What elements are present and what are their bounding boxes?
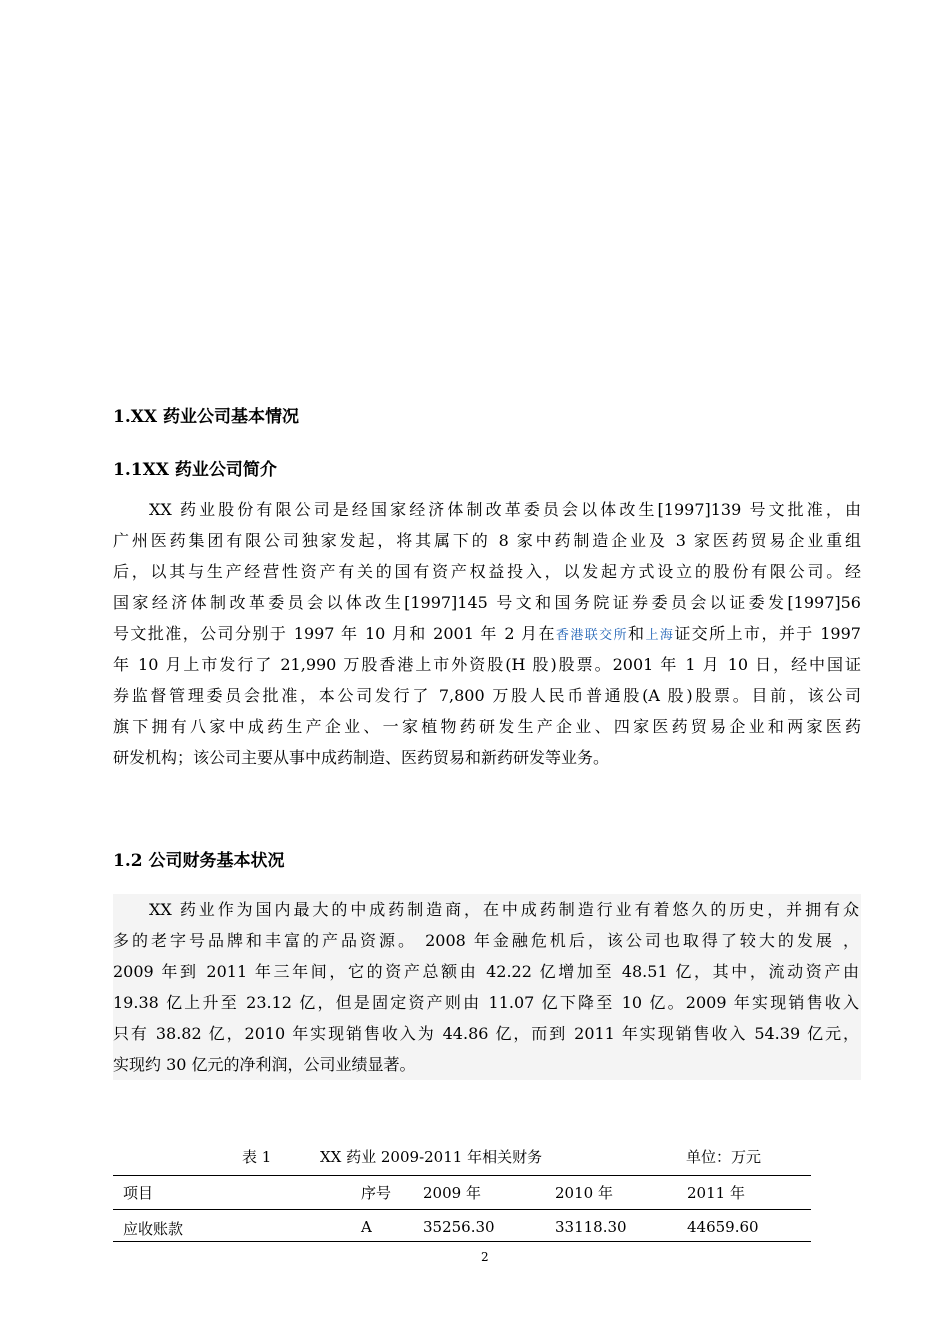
table-cell-index: A xyxy=(361,1218,372,1236)
paragraph-line: 国家经济体制改革委员会以体改生[1997]145 号文和国务院证券委员会以证委发[1997]56 xyxy=(113,593,861,612)
link-shanghai[interactable]: 上海 xyxy=(645,628,675,643)
heading-company-intro: 1.1XX 药业公司简介 xyxy=(113,460,277,480)
text-run: 证交所上市，并于 1997 xyxy=(674,624,861,643)
paragraph-company-intro xyxy=(113,494,861,773)
paragraph-line: 券监督管理委员会批准，本公司发行了 7,800 万股人民币普通股(A 股)股票。目前，该公司 xyxy=(113,686,861,705)
link-hkex[interactable]: 香港联交所 xyxy=(555,628,629,643)
table-rule-top xyxy=(113,1175,811,1176)
heading-company-overview: 1.XX 药业公司基本情况 xyxy=(113,407,300,427)
paragraph-line: 年 10 月上市发行了 21,990 万股香港上市外资股(H 股)股票。2001 年 1 月 10 日，经中国证 xyxy=(113,655,861,674)
table-header-index: 序号 xyxy=(361,1184,392,1202)
heading-financial-status: 1.2 公司财务基本状况 xyxy=(113,851,285,871)
table-rule-header xyxy=(113,1209,811,1210)
paragraph-line: 旗下拥有八家中成药生产企业、一家植物药研发生产企业、四家医药贸易企业和两家医药 xyxy=(113,717,861,736)
paragraph-line-with-links xyxy=(113,618,861,649)
paragraph-line: 实现约 30 亿元的净利润，公司业绩显著。 xyxy=(113,1055,416,1074)
paragraph-line: 19.38 亿上升至 23.12 亿，但是固定资产则由 11.07 亿下降至 10 亿。2009 年实现销售收入 xyxy=(113,993,859,1012)
text-run: 和 xyxy=(628,624,646,643)
paragraph-line: 只有 38.82 亿，2010 年实现销售收入为 44.86 亿，而到 2011 年实现销售收入 54.39 亿元， xyxy=(113,1024,859,1043)
paragraph-line: XX 药业股份有限公司是经国家经济体制改革委员会以体改生[1997]139 号文批准，由 xyxy=(149,500,861,519)
table-header-2010: 2010 年 xyxy=(555,1184,613,1202)
table-caption-label: 表 1 xyxy=(242,1148,272,1166)
paragraph-line: 广州医药集团有限公司独家发起，将其属下的 8 家中药制造企业及 3 家医药贸易企业重组 xyxy=(113,531,861,550)
table-cell-item: 应收账款 xyxy=(123,1220,184,1238)
paragraph-financial-status xyxy=(113,894,861,1080)
table-header-2009: 2009 年 xyxy=(423,1184,481,1202)
table-header-2011: 2011 年 xyxy=(687,1184,745,1202)
paragraph-line: 研发机构；该公司主要从事中成药制造、医药贸易和新药研发等业务。 xyxy=(113,748,610,767)
paragraph-line: 后，以其与生产经营性资产有关的国有资产权益投入，以发起方式设立的股份有限公司。经 xyxy=(113,562,861,581)
table-cell-2011: 44659.60 xyxy=(687,1218,759,1236)
paragraph-line: XX 药业作为国内最大的中成药制造商，在中成药制造行业有着悠久的历史，并拥有众 xyxy=(149,900,859,919)
table-caption-unit: 单位：万元 xyxy=(686,1148,762,1166)
table-header-item: 项目 xyxy=(123,1184,154,1202)
table-cell-2010: 33118.30 xyxy=(555,1218,627,1236)
table-cell-2009: 35256.30 xyxy=(423,1218,495,1236)
text-run: 号文批准，公司分别于 1997 年 10 月和 2001 年 2 月在 xyxy=(113,624,556,643)
paragraph-line: 多的老字号品牌和丰富的产品资源。 2008 年金融危机后，该公司也取得了较大的发展 ， xyxy=(113,931,859,950)
paragraph-line: 2009 年到 2011 年三年间，它的资产总额由 42.22 亿增加至 48.51 亿，其中，流动资产由 xyxy=(113,962,859,981)
table-rule-bottom xyxy=(113,1241,811,1242)
table-caption-title: XX 药业 2009-2011 年相关财务 xyxy=(320,1148,543,1166)
page-number: 2 xyxy=(481,1250,489,1264)
